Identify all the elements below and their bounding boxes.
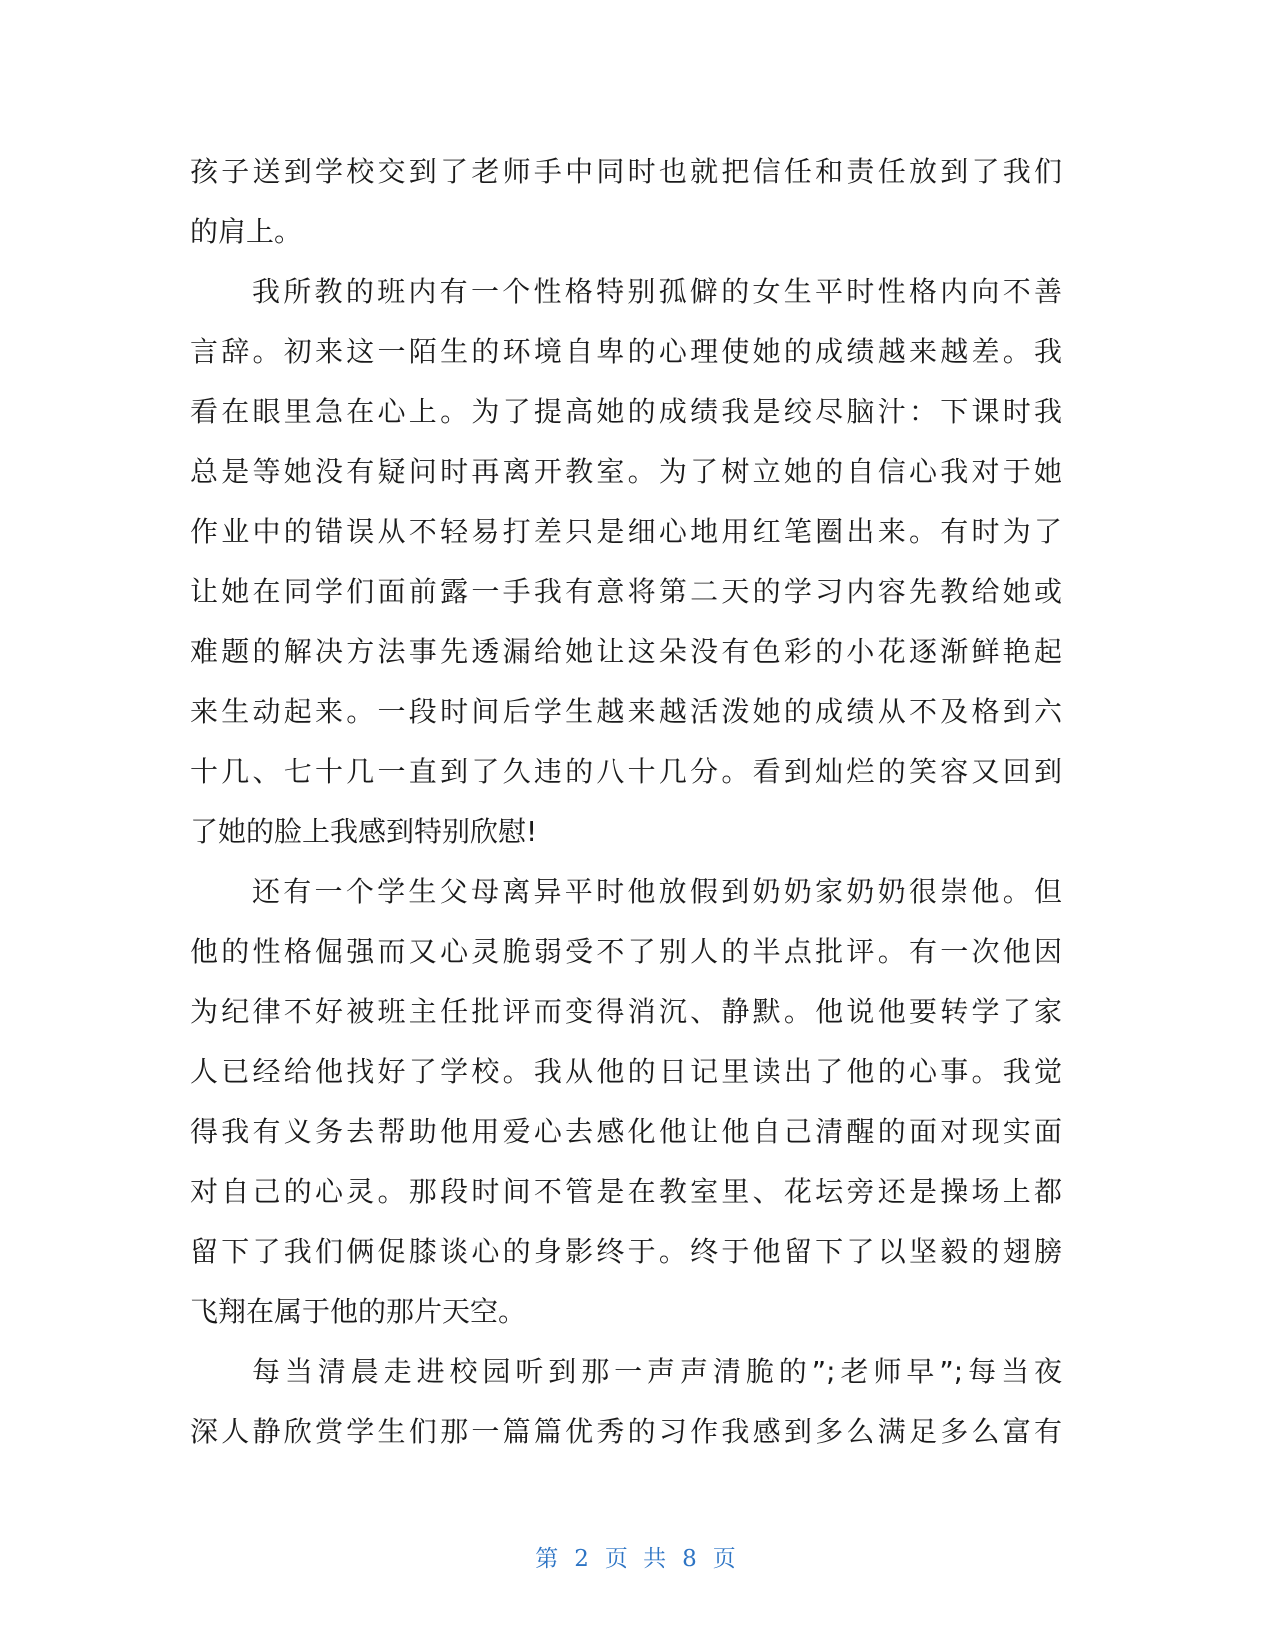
text-line: 十几、七十几一直到了久违的八十几分。看到灿烂的笑容又回到: [190, 755, 1062, 788]
text-line: 深人静欣赏学生们那一篇篇优秀的习作我感到多么满足多么富有: [190, 1415, 1062, 1448]
text-line: 人已经给他找好了学校。我从他的日记里读出了他的心事。我觉: [190, 1055, 1062, 1088]
footer-prefix: 第: [535, 1546, 563, 1572]
text-line: 我所教的班内有一个性格特别孤僻的女生平时性格内向不善: [252, 275, 1062, 308]
text-line: 总是等她没有疑问时再离开教室。为了树立她的自信心我对于她: [190, 455, 1062, 488]
text-line: 孩子送到学校交到了老师手中同时也就把信任和责任放到了我们: [190, 155, 1062, 188]
text-line: 得我有义务去帮助他用爱心去感化他让他自己清醒的面对现实面: [190, 1115, 1062, 1148]
footer-middle: 页 共: [604, 1546, 671, 1572]
text-line: 来生动起来。一段时间后学生越来越活泼她的成绩从不及格到六: [190, 695, 1062, 728]
text-line: 飞翔在属于他的那片天空。: [190, 1295, 527, 1328]
text-line: 为纪律不好被班主任批评而变得消沉、静默。他说他要转学了家: [190, 995, 1062, 1028]
text-line: 难题的解决方法事先透漏给她让这朵没有色彩的小花逐渐鲜艳起: [190, 635, 1062, 668]
body-text: [190, 142, 1062, 1462]
page-footer: [0, 1540, 1275, 1573]
text-line: 看在眼里急在心上。为了提高她的成绩我是绞尽脑汁：下课时我: [190, 395, 1062, 428]
text-line: 留下了我们俩促膝谈心的身影终于。终于他留下了以坚毅的翅膀: [190, 1235, 1062, 1268]
text-line: 让她在同学们面前露一手我有意将第二天的学习内容先教给她或: [190, 575, 1062, 608]
text-line: 言辞。初来这一陌生的环境自卑的心理使她的成绩越来越差。我: [190, 335, 1062, 368]
text-line: 对自己的心灵。那段时间不管是在教室里、花坛旁还是操场上都: [190, 1175, 1062, 1208]
text-line: 作业中的错误从不轻易打差只是细心地用红笔圈出来。有时为了: [190, 515, 1062, 548]
text-line: 了她的脸上我感到特别欣慰!: [190, 815, 538, 848]
footer-suffix: 页: [712, 1546, 740, 1572]
current-page-number: 2: [574, 1546, 593, 1572]
text-line: 的肩上。: [190, 215, 303, 248]
total-pages-number: 8: [682, 1546, 701, 1572]
text-line: 他的性格倔强而又心灵脆弱受不了别人的半点批评。有一次他因: [190, 935, 1062, 968]
text-line: 每当清晨走进校园听到那一声声清脆的”;老师早”;每当夜: [252, 1355, 1062, 1388]
text-line: 还有一个学生父母离异平时他放假到奶奶家奶奶很崇他。但: [252, 875, 1062, 908]
